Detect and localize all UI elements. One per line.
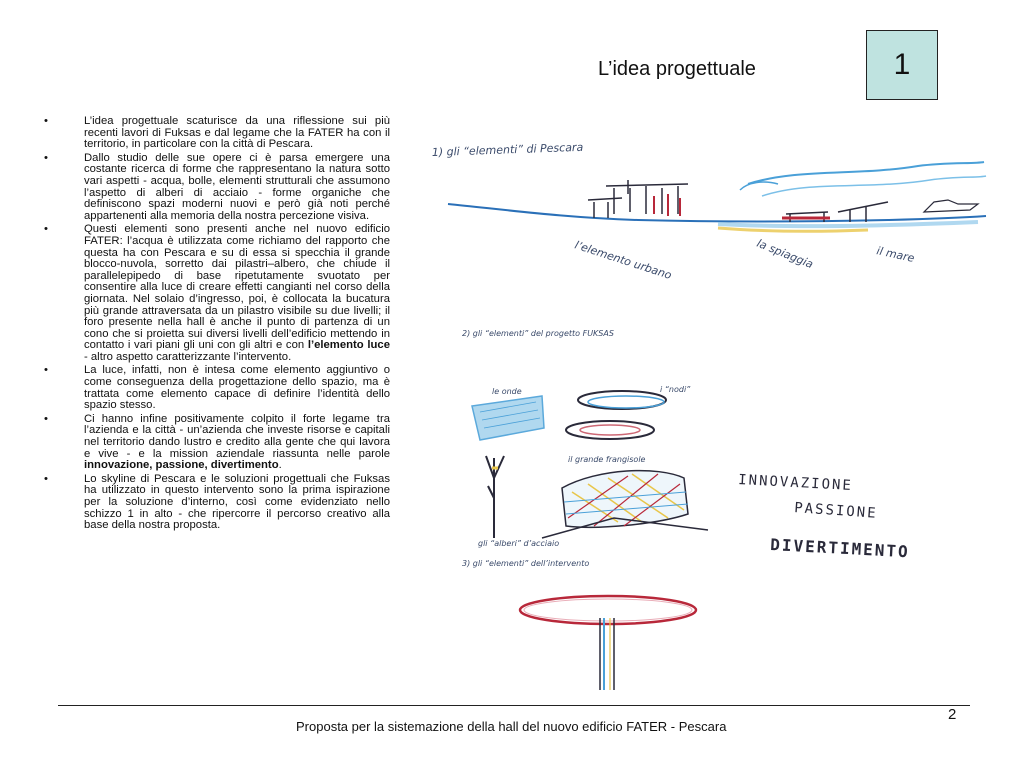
- sketch-keywords: [738, 472, 910, 561]
- concept-sketch: [418, 118, 990, 700]
- bullet-list: [44, 116, 390, 534]
- slide-number: 1: [893, 48, 911, 81]
- sketch-fuksas: [462, 329, 708, 548]
- sketch-label-onde: le onde: [492, 387, 522, 396]
- bullet-item: [44, 224, 390, 363]
- sketch-label-alberi: gli “alberi” d’acciaio: [478, 539, 560, 548]
- bullet-dot: •: [44, 412, 48, 425]
- bullet-text: Ci hanno infine positivamente colpito il forte legame tra l’azienda e la città - un’azienda che investe risorse e capitali nel territorio dando lustro e credito alla gente che qui lavora e vive - e la mission aziendale riassunta nelle parole: [84, 412, 390, 460]
- sketch-label-facciata: il grande frangisole: [568, 455, 646, 464]
- sketch-label-mare: il mare: [875, 244, 916, 265]
- bullet-item: [44, 116, 390, 151]
- bullet-text: L’idea progettuale scaturisce da una riflessione sui più recenti lavori di Fuksas e dal legame che la FATER ha con il territorio, in particolare con la città di Pescara.: [84, 115, 390, 151]
- sketch-pescara: [432, 141, 986, 282]
- bullet-text: Lo skyline di Pescara e le soluzioni progettuali che Fuksas ha utilizzato in questo intervento sono la prima ispirazione per la soluzione d’interno, così come evidenziato nello schizzo 1 in alto - che ripercorre il percorso creativo alla base della nostra proposta.: [84, 472, 390, 532]
- sketch-label-3: 3) gli “elementi” dell’intervento: [462, 559, 590, 568]
- keyword-innovazione: INNOVAZIONE: [737, 472, 854, 494]
- bullet-text: - altro aspetto caratterizzante l’intervento.: [84, 350, 292, 363]
- keyword-passione: PASSIONE: [793, 500, 879, 522]
- bullet-item: [44, 365, 390, 411]
- sketch-label-spiaggia: la spiaggia: [754, 236, 815, 272]
- bullet-item: [44, 153, 390, 223]
- sketch-label-nodi: i “nodi”: [660, 385, 691, 394]
- bullet-item: [44, 414, 390, 472]
- sketch-label-urbano: l’elemento urbano: [573, 238, 674, 283]
- page-number: 2: [948, 706, 957, 723]
- bullet-text: Questi elementi sono presenti anche nel nuovo edificio FATER: l’acqua è utilizzata come richiamo del rapporto che questa ha con Pescara e su di essa si specchia il grande blocco-nuvola, sorretto dai pilastri–albero, che chiude il parallelepipedo di base ripetutamente svuotato per consentire alla luce di creare effetti cangianti nel corso della giornata. Nel solaio d’ingresso, poi, è collocata la bucatura più grande attraversata da un pilastro visibile su due livelli; il foro presente nella hall è anche il punto di partenza di un cono che si proietta sui diversi livelli dell’edificio mettendo in contatto i vari piani gli uni con gli altri e con: [84, 223, 390, 352]
- bullet-item: [44, 474, 390, 532]
- bullet-text: Dallo studio delle sue opere ci è parsa emergere una costante ricerca di forme che rappresentano la natura sotto vari aspetti - acqua, bolle, elementi strutturali che assumono l’aspetto di alberi di acciaio - forme organiche che definiscono spazi moderni nuovi e però già noti perché appartenenti alla memoria della nostra percezione visiva.: [84, 151, 390, 222]
- footer-text: Proposta per la sistemazione della hall del nuovo edificio FATER - Pescara: [296, 719, 727, 734]
- bullet-emphasis: l’elemento luce: [307, 339, 390, 352]
- bullet-dot: •: [44, 223, 48, 236]
- bullet-emphasis: innovazione, passione, divertimento: [84, 459, 279, 472]
- slide-number-box: [866, 30, 938, 100]
- bullet-dot: •: [44, 115, 48, 127]
- bullet-dot: •: [44, 364, 48, 377]
- keyword-divertimento: DIVERTIMENTO: [769, 535, 911, 562]
- sketch-intervento: [462, 559, 696, 690]
- bullet-text: La luce, infatti, non è intesa come elemento aggiuntivo o come conseguenza della progettazione dello spazio, ma è trattata come elemento capace di definire l’identità dello spazio stesso.: [84, 364, 390, 412]
- bullet-dot: •: [44, 472, 48, 485]
- sketch-label-2: 2) gli “elementi” del progetto FUKSAS: [462, 329, 614, 338]
- bullet-dot: •: [44, 151, 48, 164]
- sketch-label-1: 1) gli “elementi” di Pescara: [431, 140, 584, 159]
- footer-divider: [58, 705, 970, 706]
- page-title: L’idea progettuale: [598, 58, 756, 80]
- bullet-text: .: [278, 459, 282, 472]
